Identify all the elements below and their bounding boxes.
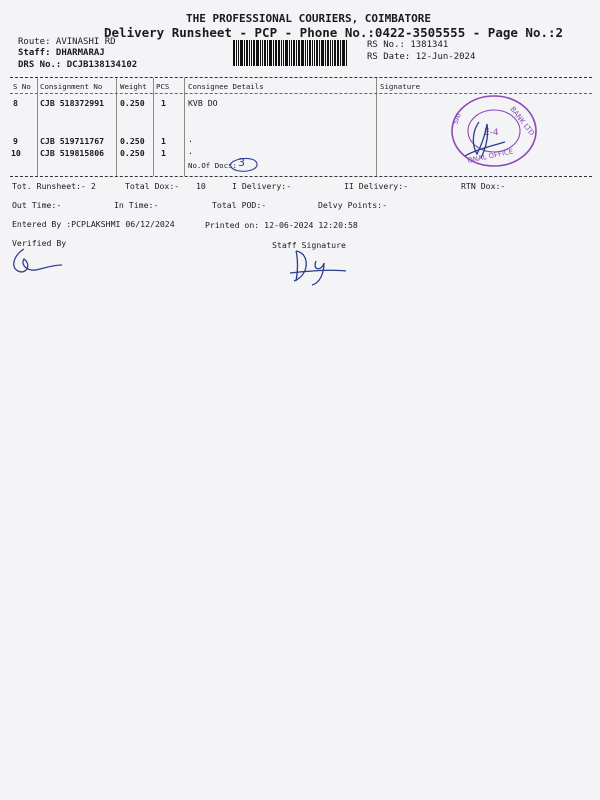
entered-by: Entered By :PCPLAKSHMI 06/12/2024: [12, 219, 175, 229]
col-header-weight: Weight: [120, 82, 147, 91]
out-time-label: Out Time:-: [12, 200, 62, 210]
staff-signature-label: Staff Signature: [272, 240, 346, 250]
i-delivery-label: I Delivery:-: [232, 181, 292, 191]
table-row-pcs: 1: [161, 148, 166, 158]
route-label: Route: AVINASHI RD: [18, 37, 116, 47]
delvy-points-label: Delvy Points:-: [318, 200, 388, 210]
stamp-text-left: SAI: [451, 112, 463, 126]
rtn-dox-label: RTN Dox:-: [461, 181, 506, 191]
ii-delivery-label: II Delivery:-: [344, 181, 409, 191]
consignee-signature: [455, 116, 515, 166]
verified-signature: [6, 245, 66, 279]
tot-runsheet: Tot. Runsheet:- 2: [12, 181, 96, 191]
runsheet-title: Delivery Runsheet - PCP - Phone No.:0422-3505555 - Page No.:2: [104, 25, 564, 40]
table-bottom-rule: [10, 176, 592, 177]
table-row-consignee: KVB DO: [188, 98, 218, 108]
total-dox-value: 10: [196, 181, 206, 191]
table-row-consignee: .: [188, 146, 193, 156]
table-row-pcs: 1: [161, 98, 166, 108]
printed-on: Printed on: 12-06-2024 12:20:58: [205, 220, 358, 230]
table-row-weight: 0.250: [120, 148, 145, 158]
col-header-consignee: Consignee Details: [188, 82, 264, 91]
total-pod-label: Total POD:-: [212, 200, 267, 210]
col-header-signature: Signature: [380, 82, 421, 91]
rs-number: RS No.: 1381341: [367, 40, 449, 50]
table-top-rule: [10, 77, 592, 78]
table-row-sno: 10: [11, 148, 21, 158]
drs-number: DRS No.: DCJB138134102: [18, 60, 138, 70]
table-row-sno: 9: [13, 136, 18, 146]
in-time-label: In Time:-: [114, 200, 159, 210]
barcode: [233, 40, 361, 66]
table-row-weight: 0.250: [120, 98, 145, 108]
table-row-consignment: CJB 518372991: [40, 98, 105, 108]
no-of-docs-label: No.Of Docs:: [188, 161, 237, 170]
table-row-consignment: CJB 519711767: [40, 136, 105, 146]
no-of-docs-value: 3: [238, 156, 245, 169]
table-row-weight: 0.250: [120, 136, 145, 146]
table-row-consignee: .: [188, 134, 193, 144]
stamp-text-bottom: ONAL OFFICE: [466, 147, 515, 165]
stamp-text-center: E-4: [484, 128, 499, 138]
staff-signature: [286, 247, 356, 289]
docs-circle-mark: [226, 152, 262, 176]
company-title: THE PROFESSIONAL COURIERS, COIMBATORE: [186, 12, 432, 25]
rs-date: RS Date: 12-Jun-2024: [367, 52, 476, 62]
col-header-sno: S No: [13, 82, 31, 91]
table-row-consignment: CJB 519815806: [40, 148, 105, 158]
col-header-consignment: Consignment No: [40, 82, 103, 91]
col-header-pcs: PCS: [156, 82, 170, 91]
table-row-pcs: 1: [161, 136, 166, 146]
table-row-sno: 8: [13, 98, 18, 108]
stamp-text-top: BANK LTD: [508, 105, 536, 138]
verified-by-label: Verified By: [12, 238, 67, 248]
total-dox-label: Total Dox:-: [125, 181, 180, 191]
staff-label: Staff: DHARMARAJ: [18, 48, 105, 58]
